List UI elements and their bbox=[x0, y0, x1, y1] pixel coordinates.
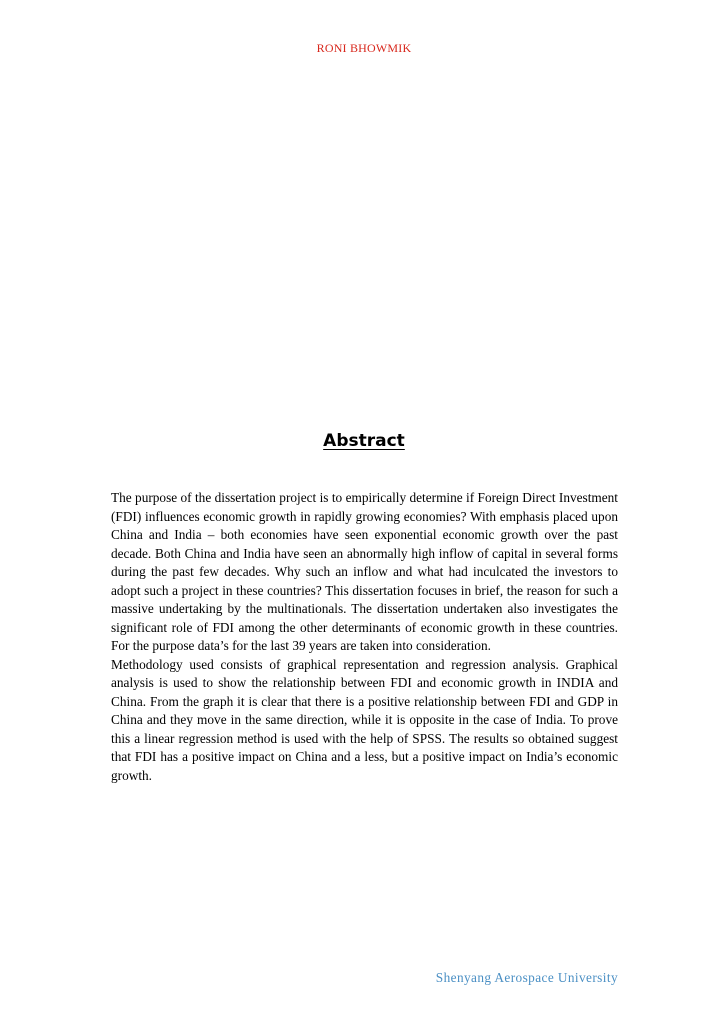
abstract-heading-text: Abstract bbox=[323, 431, 405, 451]
header-author-name: RONI BHOWMIK bbox=[316, 41, 412, 55]
abstract-body bbox=[111, 489, 618, 785]
abstract-paragraph-2: Methodology used consists of graphical representation and regression analysis. Graphical analysis is used to show the relationship between FDI and economic growth in INDIA and China. From the graph it is clear that there is a positive relationship between FDI and GDP in China and they move in the same direction, while it is opposite in the case of India. To prove this a linear regression method is used with the help of SPSS. The results so obtained suggest that FDI has a positive impact on China and a less, but a positive impact on India’s economic growth. bbox=[111, 656, 618, 783]
footer-affiliation: Shenyang Aerospace University bbox=[435, 970, 618, 985]
abstract-heading bbox=[0, 431, 728, 451]
abstract-paragraph-1: The purpose of the dissertation project is to empirically determine if Foreign Direct Investment (FDI) influences economic growth in rapidly growing economies? With emphasis placed upon China and India – both economies have seen exponential economic growth over the past decade. Both China and India have seen an abnormally high inflow of capital in several forms during the past few decades. Why such an inflow and what had inculcated the investors to adopt such a project in these countries? This dissertation focuses in brief, the reason for such a massive undertaking by the multinationals. The dissertation undertaken also investigates the significant role of FDI among the other determinants of economic growth in these countries. For the purpose data’s for the last 39 years are taken into consideration. bbox=[111, 490, 618, 653]
